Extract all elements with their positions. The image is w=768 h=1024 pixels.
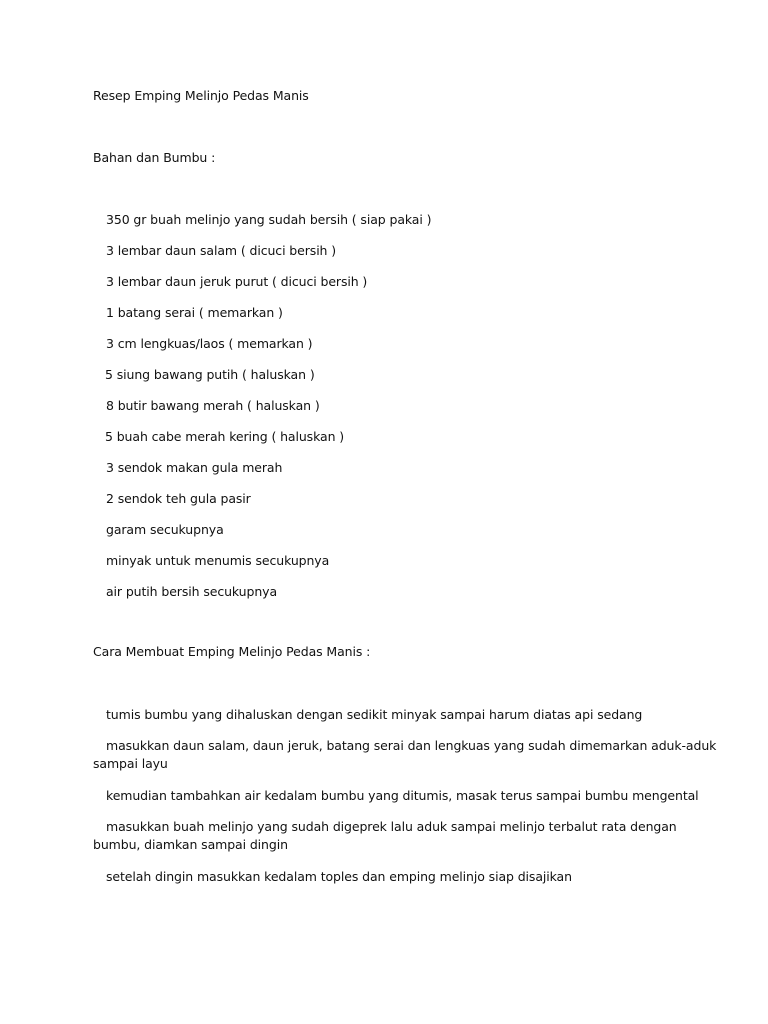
ingredient-item: 5 buah cabe merah kering ( haluskan ) xyxy=(105,429,345,444)
ingredients-heading: Bahan dan Bumbu : xyxy=(93,150,216,165)
ingredient-item: air putih bersih secukupnya xyxy=(106,584,278,599)
steps-heading: Cara Membuat Emping Melinjo Pedas Manis : xyxy=(93,644,371,659)
step-line: kemudian tambahkan air kedalam bumbu yang ditumis, masak terus sampai bumbu mengental xyxy=(106,788,699,803)
recipe-title: Resep Emping Melinjo Pedas Manis xyxy=(93,88,309,103)
step-line-continued: sampai layu xyxy=(93,756,168,771)
ingredient-item: 1 batang serai ( memarkan ) xyxy=(106,305,283,320)
step-line: masukkan daun salam, daun jeruk, batang serai dan lengkuas yang sudah dimemarkan aduk-aduk xyxy=(106,738,717,753)
step-line: masukkan buah melinjo yang sudah digeprek lalu aduk sampai melinjo terbalut rata dengan xyxy=(106,819,677,834)
ingredient-item: minyak untuk menumis secukupnya xyxy=(106,553,330,568)
ingredient-item: 350 gr buah melinjo yang sudah bersih ( siap pakai ) xyxy=(106,212,432,227)
step-line: setelah dingin masukkan kedalam toples dan emping melinjo siap disajikan xyxy=(106,869,572,884)
ingredient-item: 3 sendok makan gula merah xyxy=(106,460,283,475)
ingredient-item: 5 siung bawang putih ( haluskan ) xyxy=(105,367,315,382)
ingredient-item: garam secukupnya xyxy=(106,522,224,537)
ingredient-item: 8 butir bawang merah ( haluskan ) xyxy=(106,398,320,413)
ingredient-item: 3 lembar daun salam ( dicuci bersih ) xyxy=(106,243,337,258)
ingredient-item: 3 lembar daun jeruk purut ( dicuci bersih ) xyxy=(106,274,368,289)
ingredient-item: 3 cm lengkuas/laos ( memarkan ) xyxy=(106,336,313,351)
ingredient-item: 2 sendok teh gula pasir xyxy=(106,491,251,506)
step-line-continued: bumbu, diamkan sampai dingin xyxy=(93,837,288,852)
step-line: tumis bumbu yang dihaluskan dengan sedikit minyak sampai harum diatas api sedang xyxy=(106,707,643,722)
